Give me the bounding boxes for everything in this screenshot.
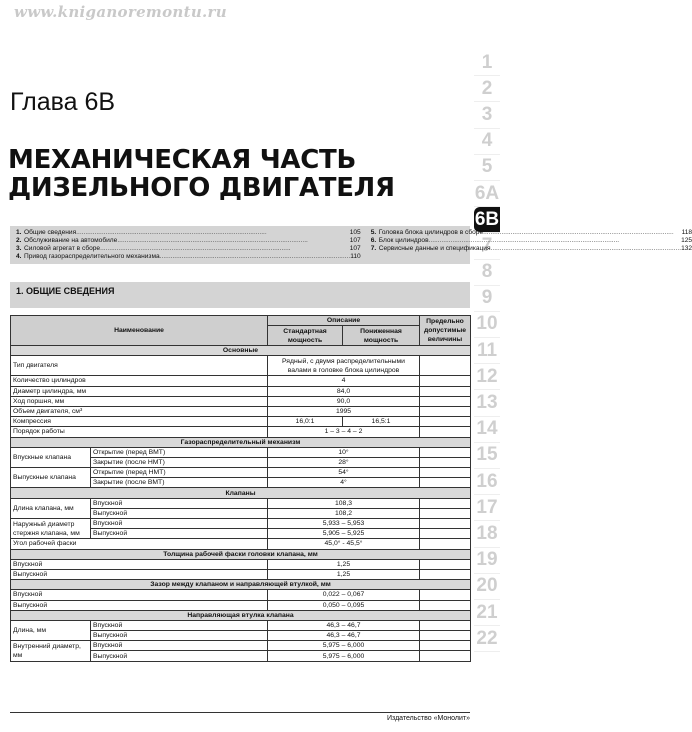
row-value: 5,905 – 5,925 xyxy=(268,529,420,539)
header-low: Пониженная мощность xyxy=(343,326,420,346)
chapter-tab: 6A xyxy=(474,181,500,207)
row-value: 46,3 – 46,7 xyxy=(268,631,420,641)
section-heading: 1. ОБЩИЕ СВЕДЕНИЯ xyxy=(10,282,470,308)
row-label: Выпускной xyxy=(11,569,268,579)
chapter-tab: 6B xyxy=(474,207,500,233)
row-label: Открытие (перед ВМТ) xyxy=(91,447,268,457)
chapter-tab: 1 xyxy=(474,50,500,76)
row-label: Впускной xyxy=(91,620,268,630)
header-std: Стандартная мощность xyxy=(268,326,343,346)
chapter-tab: 17 xyxy=(474,495,500,521)
row-label: Диаметр цилиндра, мм xyxy=(11,386,268,396)
chapter-tab: 19 xyxy=(474,548,500,574)
toc-leader xyxy=(100,245,350,253)
row-label: Выпускной xyxy=(91,508,268,518)
spec-table xyxy=(10,315,471,662)
toc-page: 118 xyxy=(681,229,692,236)
chapter-tab: 22 xyxy=(474,626,500,652)
toc-number: 6. xyxy=(370,237,377,244)
header-name: Наименование xyxy=(11,316,268,346)
toc-text: Силовой агрегат в сборе xyxy=(24,245,101,252)
toc-leader xyxy=(483,229,681,237)
row-label: Выпускной xyxy=(11,600,268,610)
row-value: 45,0° - 45,5° xyxy=(268,539,420,549)
chapter-tab: 4 xyxy=(474,129,500,155)
row-label: Закрытие (после ВМТ) xyxy=(91,478,268,488)
row-label: Внутренний диаметр, мм xyxy=(11,641,91,661)
toc-text: Обслуживание на автомобиле xyxy=(24,237,118,244)
row-label: Порядок работы xyxy=(11,427,268,437)
toc-page: 125 xyxy=(681,237,692,244)
row-label: Впускные клапана xyxy=(11,447,91,467)
chapter-tab: 20 xyxy=(474,574,500,600)
toc-page: 132 xyxy=(681,245,692,252)
row-label: Ход поршня, мм xyxy=(11,396,268,406)
chapter-tab: 10 xyxy=(474,312,500,338)
row-label: Длина, мм xyxy=(11,620,91,640)
row-label: Выпускной xyxy=(91,529,268,539)
chapter-tab: 3 xyxy=(474,102,500,128)
row-value: 46,3 – 46,7 xyxy=(268,620,420,630)
toc-number: 5. xyxy=(370,229,377,236)
row-value: 108,2 xyxy=(268,508,420,518)
chapter-tab: 13 xyxy=(474,390,500,416)
table-of-contents xyxy=(10,226,692,264)
toc-page: 105 xyxy=(349,229,361,236)
row-label: Впускной xyxy=(91,498,268,508)
toc-page: 107 xyxy=(349,237,361,244)
chapter-tab: 21 xyxy=(474,600,500,626)
toc-number: 4. xyxy=(16,253,22,260)
chapter-tab: 14 xyxy=(474,417,500,443)
row-label: Объем двигателя, см³ xyxy=(11,406,268,416)
row-value: 28° xyxy=(268,457,420,467)
chapter-tab: 15 xyxy=(474,443,500,469)
row-label: Длина клапана, мм xyxy=(11,498,91,518)
row-label: Угол рабочей фаски xyxy=(11,539,268,549)
publisher: Издательство «Монолит» xyxy=(386,715,470,722)
row-label: Количество цилиндров xyxy=(11,376,268,386)
row-value: 5,975 – 6,000 xyxy=(268,651,420,661)
chapter-tab: 11 xyxy=(474,338,500,364)
row-value: 16,5:1 xyxy=(343,417,420,427)
toc-entry xyxy=(16,229,361,237)
chapter-tabs xyxy=(474,50,500,652)
title-line-2: ДИЗЕЛЬНОГО ДВИГАТЕЛЯ xyxy=(8,173,395,203)
subheader-guide: Направляющая втулка клапана xyxy=(11,610,471,620)
row-value: 0,050 – 0,095 xyxy=(268,600,420,610)
chapter-tab: 16 xyxy=(474,469,500,495)
row-value: 1,25 xyxy=(268,569,420,579)
toc-number: 3. xyxy=(16,245,22,252)
header-limit: Предельно допустимые величины xyxy=(420,316,471,346)
toc-text: Головка блока цилиндров в сборе xyxy=(378,229,484,236)
row-value: 108,3 xyxy=(268,498,420,508)
toc-leader xyxy=(76,229,350,237)
watermark: www.kniganoremontu.ru xyxy=(14,3,227,21)
row-value: 84,0 xyxy=(268,386,420,396)
row-value: 90,0 xyxy=(268,396,420,406)
title-line-1: МЕХАНИЧЕСКАЯ ЧАСТЬ xyxy=(8,145,356,175)
row-value: 10° xyxy=(268,447,420,457)
toc-leader xyxy=(117,237,349,245)
row-label: Впускной xyxy=(11,559,268,569)
toc-page: 107 xyxy=(349,245,361,252)
toc-entry xyxy=(371,229,692,237)
row-value: 4 xyxy=(268,376,420,386)
row-label: Закрытие (после НМТ) xyxy=(91,457,268,467)
toc-text: Сервисные данные и спецификация xyxy=(378,245,491,252)
subheader-basic: Основные xyxy=(11,346,471,356)
row-label: Выпускной xyxy=(91,631,268,641)
row-label: Впускной xyxy=(11,590,268,600)
chapter-tab: 12 xyxy=(474,364,500,390)
row-value: 5,975 – 6,000 xyxy=(268,641,420,651)
chapter-heading: Глава 6В xyxy=(10,88,116,116)
chapter-tab: 5 xyxy=(474,155,500,181)
subheader-face: Толщина рабочей фаски головки клапана, мм xyxy=(11,549,471,559)
toc-left-column xyxy=(16,229,361,261)
row-label: Выпускной xyxy=(91,651,268,661)
row-value: 54° xyxy=(268,468,420,478)
row-label: Тип двигателя xyxy=(11,356,268,376)
chapter-tab: 7 xyxy=(474,233,500,259)
toc-entry xyxy=(16,237,361,245)
row-value: 5,933 – 5,953 xyxy=(268,519,420,529)
chapter-tab: 8 xyxy=(474,260,500,286)
row-value: 16,0:1 xyxy=(268,417,343,427)
toc-leader xyxy=(160,253,351,261)
row-value: Рядный, с двумя распределительными валами в головке блока цилиндров xyxy=(268,356,420,376)
toc-entry xyxy=(16,253,361,261)
toc-text: Привод газораспределительного механизма xyxy=(24,253,160,260)
toc-number: 1. xyxy=(16,229,22,236)
toc-page: 110 xyxy=(350,253,361,260)
toc-number: 2. xyxy=(16,237,22,244)
chapter-tab: 2 xyxy=(474,76,500,102)
subheader-timing: Газораспределительный механизм xyxy=(11,437,471,447)
chapter-tab: 18 xyxy=(474,521,500,547)
toc-text: Блок цилиндров xyxy=(378,237,429,244)
row-value: 0,022 – 0,067 xyxy=(268,590,420,600)
row-value: 1 – 3 – 4 – 2 xyxy=(268,427,420,437)
row-label: Впускной xyxy=(91,641,268,651)
row-label: Открытие (перед НМТ) xyxy=(91,468,268,478)
toc-number: 7. xyxy=(370,245,377,252)
toc-right-column xyxy=(371,229,692,261)
row-label: Впускной xyxy=(91,519,268,529)
chapter-tab: 9 xyxy=(474,286,500,312)
toc-text: Общие сведения xyxy=(24,229,77,236)
toc-entry xyxy=(16,245,361,253)
subheader-gap: Зазор между клапаном и направляющей втулкой, мм xyxy=(11,580,471,590)
toc-leader xyxy=(429,237,682,245)
row-label: Выпускные клапана xyxy=(11,468,91,488)
footer-divider xyxy=(10,712,470,713)
toc-leader xyxy=(491,245,682,253)
page-title xyxy=(8,146,395,202)
header-desc: Описание xyxy=(268,316,420,326)
row-value: 1,25 xyxy=(268,559,420,569)
row-label: Наружный диаметр стержня клапана, мм xyxy=(11,519,91,539)
toc-entry xyxy=(371,245,692,253)
row-value: 1995 xyxy=(268,406,420,416)
toc-entry xyxy=(371,237,692,245)
subheader-valves: Клапаны xyxy=(11,488,471,498)
row-value: 4° xyxy=(268,478,420,488)
row-label: Компрессия xyxy=(11,417,268,427)
